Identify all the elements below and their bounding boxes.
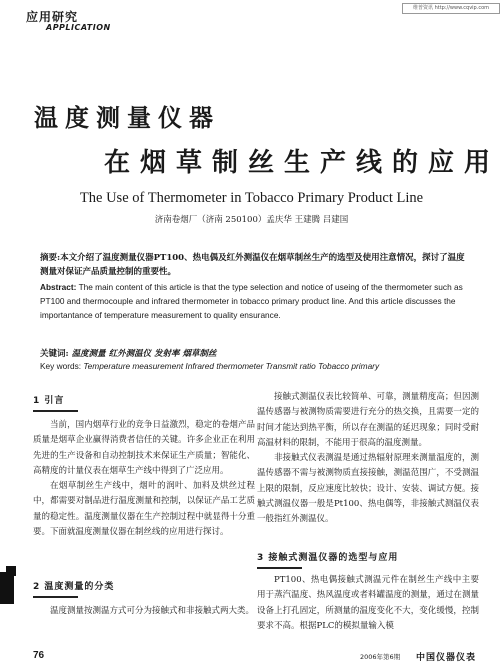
section-2-body [33, 604, 255, 619]
paragraph: 接触式测温仪表比较简单、可靠，测量精度高；但因测温传感器与被测物质需要进行充分的热交换，且需要一定的时间才能达到热平衡，所以存在测温的延迟现象；同时受耐高温材料的限制，不能用于很高的温度测量。 [257, 392, 479, 448]
watermark: 维普资讯 http://www.cqvip.com [402, 3, 500, 14]
title-english: The Use of Thermometer in Tobacco Primary Product Line [79, 190, 424, 206]
journal-name: 中国仪器仪表 [416, 653, 477, 663]
paragraph: 温度测量按测温方式可分为接触式和非接触式两大类。 [50, 606, 255, 616]
keywords-en-text: Temperature measurement Infrared thermometer Transmit ratio Tobacco primary [83, 361, 380, 371]
section-1-rule [33, 410, 78, 412]
right-column-body [257, 390, 479, 528]
abstract-en-label: Abstract: [40, 282, 77, 292]
issue-label: 2006年第6期 [360, 653, 401, 661]
keywords-cn-label: 关键词: [40, 349, 69, 359]
section-3-heading: 3 接触式测温仪器的选型与应用 [257, 553, 399, 563]
paragraph: 当前，国内烟草行业的竞争日益激烈，稳定的卷烟产品质量是烟草企业赢得消费者信任的关键。许多企业正在利用先进的生产设备和自动控制技术来保证生产质量；智能化、高精度的计量仪表在烟草生产线中得到了广泛应用。 [33, 420, 255, 476]
abstract-cn-text: 本文介绍了温度测量仪器PT100、热电偶及红外测温仪在烟草制丝生产的选型及使用注意情况，探讨了温度测量对保证产品质量控制的重要性。 [40, 253, 465, 277]
page-number: 76 [33, 650, 45, 661]
section-1-body [33, 418, 255, 540]
keywords-en-label: Key words: [40, 361, 82, 371]
section-2-rule [33, 596, 78, 598]
keywords-en [40, 361, 472, 371]
title-line-2: 在烟草制丝生产线的应用 [104, 148, 501, 178]
abstract-en-text: The main content of this article is that the type selection and notice of useing of the thermometer such as PT100 and thermocouple and infrared thermometer in tobacco primary product line. And this article discusses the importantance of temperature measurement to quality ensurance. [40, 282, 463, 320]
paragraph: 非接触式仪表测温是通过热辐射原理来测量温度的，测温传感器不需与被测物质直接接触，测温范围广，不受测温上限的限制，反应速度比较快；设计、安装、调试方便。接触式测温仪器一般是Pt100、热电偶等，非接触式测温仪表一般指红外测温仪。 [257, 453, 479, 525]
title-line-1: 温度测量仪器 [34, 104, 220, 132]
section-label-en: APPLICATION [46, 23, 111, 32]
side-tab-marker [0, 572, 14, 604]
abstract-cn-label: 摘要: [40, 253, 61, 263]
section-3-body [257, 573, 479, 634]
section-2-heading: 2 温度测量的分类 [33, 582, 115, 592]
keywords-cn-text: 温度测量 红外测温仪 发射率 烟草制丝 [71, 349, 217, 359]
paragraph: 在烟草制丝生产线中，烟叶的润叶、加料及烘丝过程中，都需要对制品进行温度测量和控制，以保证产品工艺质量的稳定性。温度测量仪器在生产控制过程中就显得十分重要。下面就温度测量仪器在制丝线的应用进行探讨。 [33, 481, 255, 538]
keywords-cn [40, 347, 472, 359]
section-label-cn: 应用研究 [26, 10, 79, 24]
side-tab-marker [6, 566, 16, 576]
section-3-rule [257, 567, 302, 569]
paragraph: PT100、热电偶接触式测温元件在制丝生产线中主要用于蒸汽温度、热风温度或者料罐温度的测量，通过在测量设备上打孔固定，所测量的温度变化不大，变化缓慢，控制要求不高。根据PLC的模拟量输入模 [257, 575, 479, 631]
section-1-heading: 1 引言 [33, 396, 65, 406]
authors: 济南卷烟厂（济南 250100）孟庆华 王建腾 吕建国 [154, 215, 349, 225]
abstract-cn [40, 251, 472, 279]
abstract-en [40, 280, 472, 322]
